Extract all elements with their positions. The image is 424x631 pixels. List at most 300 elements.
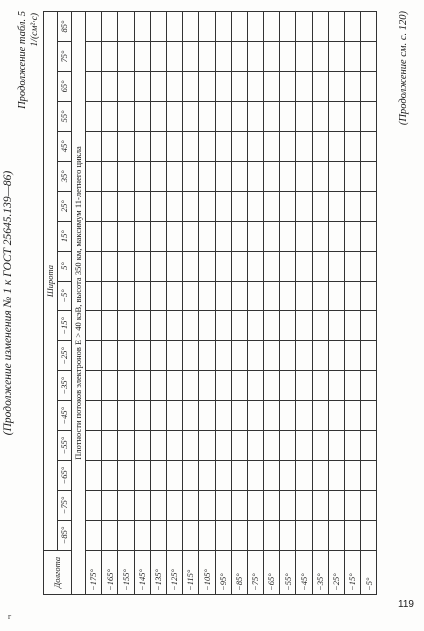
table-cell: [247, 191, 263, 221]
longitude-label: −145°: [134, 551, 150, 595]
table-cell: [361, 431, 377, 461]
table-cell: [86, 281, 102, 311]
table-cell: [328, 521, 344, 551]
table-cell: [134, 161, 150, 191]
table-cell: [102, 431, 118, 461]
table-cell: [231, 191, 247, 221]
table-cell: [183, 461, 199, 491]
table-cell: [86, 72, 102, 102]
table-cell: [231, 371, 247, 401]
table-cell: [231, 401, 247, 431]
table-cell: [231, 461, 247, 491]
table-cell: [183, 401, 199, 431]
table-cell: [166, 161, 182, 191]
table-cell: [118, 431, 134, 461]
table-cell: [118, 251, 134, 281]
table-cell: [280, 161, 296, 191]
table-cell: [231, 491, 247, 521]
table-cell: [328, 371, 344, 401]
latitude-header: 25°: [58, 191, 72, 221]
table-cell: [264, 161, 280, 191]
table-cell: [150, 251, 166, 281]
table-cell: [102, 341, 118, 371]
table-cell: [166, 521, 182, 551]
table-cell: [280, 521, 296, 551]
table-cell: [183, 371, 199, 401]
table-cell: [134, 191, 150, 221]
table-cell: [280, 371, 296, 401]
band-title: Плотности потоков электронов Е > 40 кэВ, высота 350 км, максимум 11-летнего цикла: [72, 12, 86, 595]
table-cell: [183, 431, 199, 461]
table-cell: [361, 371, 377, 401]
page-number: 119: [398, 599, 414, 610]
longitude-label: −25°: [328, 551, 344, 595]
table-row: [345, 12, 361, 595]
table-cell: [134, 371, 150, 401]
table-row: [231, 12, 247, 595]
latitude-header: −45°: [58, 401, 72, 431]
table-cell: [264, 221, 280, 251]
table-cell: [150, 491, 166, 521]
table-cell: [345, 191, 361, 221]
table-cell: [345, 42, 361, 72]
latitude-header: 55°: [58, 101, 72, 131]
table-cell: [231, 251, 247, 281]
table-cell: [264, 72, 280, 102]
table-row: [280, 12, 296, 595]
table-cell: [247, 491, 263, 521]
table-cell: [296, 42, 312, 72]
table-cell: [328, 431, 344, 461]
table-cell: [296, 521, 312, 551]
table-cell: [296, 131, 312, 161]
table-cell: [150, 341, 166, 371]
table-cell: [296, 191, 312, 221]
table-cell: [86, 42, 102, 72]
table-cell: [312, 161, 328, 191]
table-cell: [264, 431, 280, 461]
table-cell: [102, 491, 118, 521]
table-cell: [345, 131, 361, 161]
table-cell: [166, 42, 182, 72]
table-cell: [118, 161, 134, 191]
table-cell: [215, 221, 231, 251]
table-cell: [312, 521, 328, 551]
longitude-label: −35°: [312, 551, 328, 595]
table-cell: [345, 431, 361, 461]
longitude-label: −75°: [247, 551, 263, 595]
table-cell: [361, 251, 377, 281]
table-cell: [102, 401, 118, 431]
table-cell: [183, 251, 199, 281]
table-cell: [312, 221, 328, 251]
table-cell: [280, 191, 296, 221]
table-cell: [86, 491, 102, 521]
table-cell: [215, 191, 231, 221]
table-cell: [118, 311, 134, 341]
table-cell: [296, 72, 312, 102]
table-cell: [102, 12, 118, 42]
table-cell: [134, 281, 150, 311]
table-cell: [328, 251, 344, 281]
table-cell: [134, 221, 150, 251]
table-cell: [118, 401, 134, 431]
table-row: [150, 12, 166, 595]
band-title-row: [72, 12, 86, 595]
table-cell: [215, 281, 231, 311]
table-cell: [312, 42, 328, 72]
table-cell: [231, 311, 247, 341]
table-cell: [102, 371, 118, 401]
table-cell: [118, 72, 134, 102]
table-cell: [86, 521, 102, 551]
latitude-header: 35°: [58, 161, 72, 191]
table-cell: [118, 521, 134, 551]
table-cell: [264, 401, 280, 431]
table-cell: [166, 341, 182, 371]
table-cell: [345, 341, 361, 371]
table-row: [199, 12, 215, 595]
table-cell: [296, 12, 312, 42]
table-cell: [199, 191, 215, 221]
table-cell: [134, 431, 150, 461]
table-cell: [328, 401, 344, 431]
table-cell: [264, 341, 280, 371]
table-cell: [328, 161, 344, 191]
table-cell: [199, 371, 215, 401]
latitude-header: −85°: [58, 521, 72, 551]
table-cell: [328, 12, 344, 42]
table-cell: [361, 281, 377, 311]
table-cell: [361, 42, 377, 72]
table-cell: [118, 491, 134, 521]
table-row: [264, 12, 280, 595]
table-cell: [134, 42, 150, 72]
table-cell: [345, 251, 361, 281]
table-cell: [264, 491, 280, 521]
table-cell: [102, 72, 118, 102]
table-cell: [166, 72, 182, 102]
table-cell: [231, 431, 247, 461]
table-cell: [247, 131, 263, 161]
table-cell: [312, 341, 328, 371]
table-cell: [312, 191, 328, 221]
longitude-label: −175°: [86, 551, 102, 595]
table-cell: [102, 251, 118, 281]
table-cell: [215, 42, 231, 72]
longitude-label: −165°: [102, 551, 118, 595]
table-cell: [296, 401, 312, 431]
table-cell: [183, 101, 199, 131]
table-cell: [280, 72, 296, 102]
table-cell: [296, 281, 312, 311]
table-cell: [166, 131, 182, 161]
table-cell: [247, 311, 263, 341]
table-cell: [312, 12, 328, 42]
table-cell: [102, 521, 118, 551]
table-cell: [345, 461, 361, 491]
table-cell: [86, 431, 102, 461]
table-cell: [215, 521, 231, 551]
table-cell: [345, 12, 361, 42]
table-cell: [199, 12, 215, 42]
table-cell: [134, 491, 150, 521]
table-cell: [199, 521, 215, 551]
table-row: [312, 12, 328, 595]
table-cell: [199, 72, 215, 102]
table-cell: [312, 431, 328, 461]
table-cell: [264, 42, 280, 72]
table-cell: [247, 221, 263, 251]
latitude-header: −35°: [58, 371, 72, 401]
table-cell: [134, 401, 150, 431]
table-cell: [199, 341, 215, 371]
table-cell: [215, 12, 231, 42]
table-cell: [183, 221, 199, 251]
table-cell: [183, 521, 199, 551]
table-cell: [312, 371, 328, 401]
table-row: [296, 12, 312, 595]
table-cell: [166, 401, 182, 431]
table-cell: [102, 42, 118, 72]
table-cell: [166, 191, 182, 221]
table-cell: [102, 161, 118, 191]
table-cell: [118, 12, 134, 42]
table-cell: [118, 221, 134, 251]
table-cell: [134, 461, 150, 491]
table-cell: [231, 521, 247, 551]
table-cell: [86, 221, 102, 251]
table-cell: [150, 461, 166, 491]
table-cell: [118, 281, 134, 311]
table-cell: [215, 341, 231, 371]
table-cell: [150, 12, 166, 42]
table-cell: [328, 491, 344, 521]
table-cell: [312, 311, 328, 341]
table-cell: [280, 491, 296, 521]
table-cell: [280, 341, 296, 371]
table-cell: [166, 461, 182, 491]
table-cell: [166, 251, 182, 281]
table-row: [102, 12, 118, 595]
table-cell: [199, 461, 215, 491]
table-cell: [345, 311, 361, 341]
table-cell: [102, 191, 118, 221]
table-cell: [166, 281, 182, 311]
table-cell: [264, 251, 280, 281]
table-cell: [247, 42, 263, 72]
table-cell: [345, 491, 361, 521]
table-cell: [118, 191, 134, 221]
latitude-header: 45°: [58, 131, 72, 161]
table-cell: [134, 12, 150, 42]
table-cell: [247, 251, 263, 281]
table-cell: [199, 311, 215, 341]
table-cell: [247, 371, 263, 401]
latitude-header-row: [58, 12, 72, 595]
scan-mark: г: [8, 612, 12, 621]
table-cell: [183, 191, 199, 221]
table-cell: [345, 72, 361, 102]
table-cell: [118, 42, 134, 72]
table-cell: [166, 221, 182, 251]
longitude-label: −105°: [199, 551, 215, 595]
table-row: [166, 12, 182, 595]
table-cell: [264, 191, 280, 221]
table-cell: [183, 311, 199, 341]
table-cell: [166, 12, 182, 42]
table-cell: [183, 491, 199, 521]
table-cell: [86, 401, 102, 431]
table-cell: [312, 72, 328, 102]
table-cell: [86, 311, 102, 341]
table-cell: [296, 341, 312, 371]
table-cell: [312, 491, 328, 521]
table-cell: [183, 161, 199, 191]
table-cell: [118, 341, 134, 371]
table-cell: [166, 101, 182, 131]
table-cell: [345, 221, 361, 251]
table-cell: [215, 311, 231, 341]
table-row: [215, 12, 231, 595]
table-cell: [199, 401, 215, 431]
table-cell: [150, 131, 166, 161]
table-cell: [102, 311, 118, 341]
table-cell: [328, 341, 344, 371]
table-cell: [247, 281, 263, 311]
table-cell: [312, 281, 328, 311]
table-cell: [247, 161, 263, 191]
table-cell: [280, 281, 296, 311]
table-row: [183, 12, 199, 595]
table-cell: [199, 431, 215, 461]
table-cell: [361, 341, 377, 371]
table-cell: [231, 12, 247, 42]
table-cell: [134, 311, 150, 341]
table-cell: [328, 101, 344, 131]
table-cell: [280, 251, 296, 281]
table-cell: [199, 221, 215, 251]
table-cell: [150, 221, 166, 251]
table-cell: [231, 131, 247, 161]
table-cell: [361, 401, 377, 431]
table-cell: [199, 491, 215, 521]
table-cell: [102, 221, 118, 251]
table-cell: [86, 131, 102, 161]
table-cell: [199, 161, 215, 191]
table-cell: [118, 461, 134, 491]
table-cell: [296, 431, 312, 461]
table-cell: [296, 371, 312, 401]
table-cell: [102, 101, 118, 131]
table-cell: [280, 42, 296, 72]
table-cell: [86, 251, 102, 281]
latitude-header: −25°: [58, 341, 72, 371]
table-cell: [215, 461, 231, 491]
table-cell: [215, 431, 231, 461]
table-cell: [231, 341, 247, 371]
table-cell: [118, 371, 134, 401]
table-cell: [166, 311, 182, 341]
table-cell: [328, 461, 344, 491]
table-cell: [183, 72, 199, 102]
table-cell: [150, 371, 166, 401]
table-cell: [86, 12, 102, 42]
table-cell: [296, 311, 312, 341]
table-cell: [150, 101, 166, 131]
table-cell: [361, 221, 377, 251]
table-row: [247, 12, 263, 595]
table-cell: [134, 101, 150, 131]
table-cell: [328, 131, 344, 161]
table-cell: [361, 161, 377, 191]
table-cell: [312, 251, 328, 281]
table-cell: [361, 131, 377, 161]
units-label: 1/(см²·с): [30, 13, 40, 47]
table-cell: [312, 131, 328, 161]
table-cell: [199, 281, 215, 311]
latitude-header: −75°: [58, 491, 72, 521]
table-cell: [296, 491, 312, 521]
table-cell: [280, 311, 296, 341]
table-cell: [166, 371, 182, 401]
table-cell: [150, 521, 166, 551]
table-cell: [215, 72, 231, 102]
table-cell: [328, 311, 344, 341]
latitude-header: 85°: [58, 12, 72, 42]
table-cell: [328, 191, 344, 221]
longitude-label: −125°: [166, 551, 182, 595]
table-cell: [134, 521, 150, 551]
latitude-header: −15°: [58, 311, 72, 341]
table-cell: [361, 491, 377, 521]
latitude-group-header: Широта: [44, 12, 58, 551]
table-cell: [264, 101, 280, 131]
table-cell: [166, 431, 182, 461]
longitude-label: −95°: [215, 551, 231, 595]
table-cell: [247, 12, 263, 42]
table-cell: [328, 42, 344, 72]
table-cell: [150, 161, 166, 191]
table-cell: [264, 371, 280, 401]
table-cell: [150, 431, 166, 461]
table-cell: [150, 191, 166, 221]
table-cell: [328, 221, 344, 251]
table-cell: [215, 131, 231, 161]
table-cell: [231, 281, 247, 311]
table-cell: [264, 131, 280, 161]
table-cell: [86, 371, 102, 401]
table-cell: [361, 521, 377, 551]
table-cell: [183, 281, 199, 311]
longitude-label: −115°: [183, 551, 199, 595]
table-cell: [296, 101, 312, 131]
table-row: [86, 12, 102, 595]
table-cell: [247, 72, 263, 102]
rotated-sheet: [0, 3, 424, 603]
longitude-label: −155°: [118, 551, 134, 595]
table-cell: [86, 191, 102, 221]
table-cell: [247, 521, 263, 551]
flux-density-table: [43, 11, 377, 595]
table-cell: [345, 401, 361, 431]
group-header-row: [44, 12, 58, 595]
table-cell: [86, 341, 102, 371]
table-cell: [231, 221, 247, 251]
table-cell: [183, 341, 199, 371]
latitude-header: −5°: [58, 281, 72, 311]
table-cell: [312, 461, 328, 491]
